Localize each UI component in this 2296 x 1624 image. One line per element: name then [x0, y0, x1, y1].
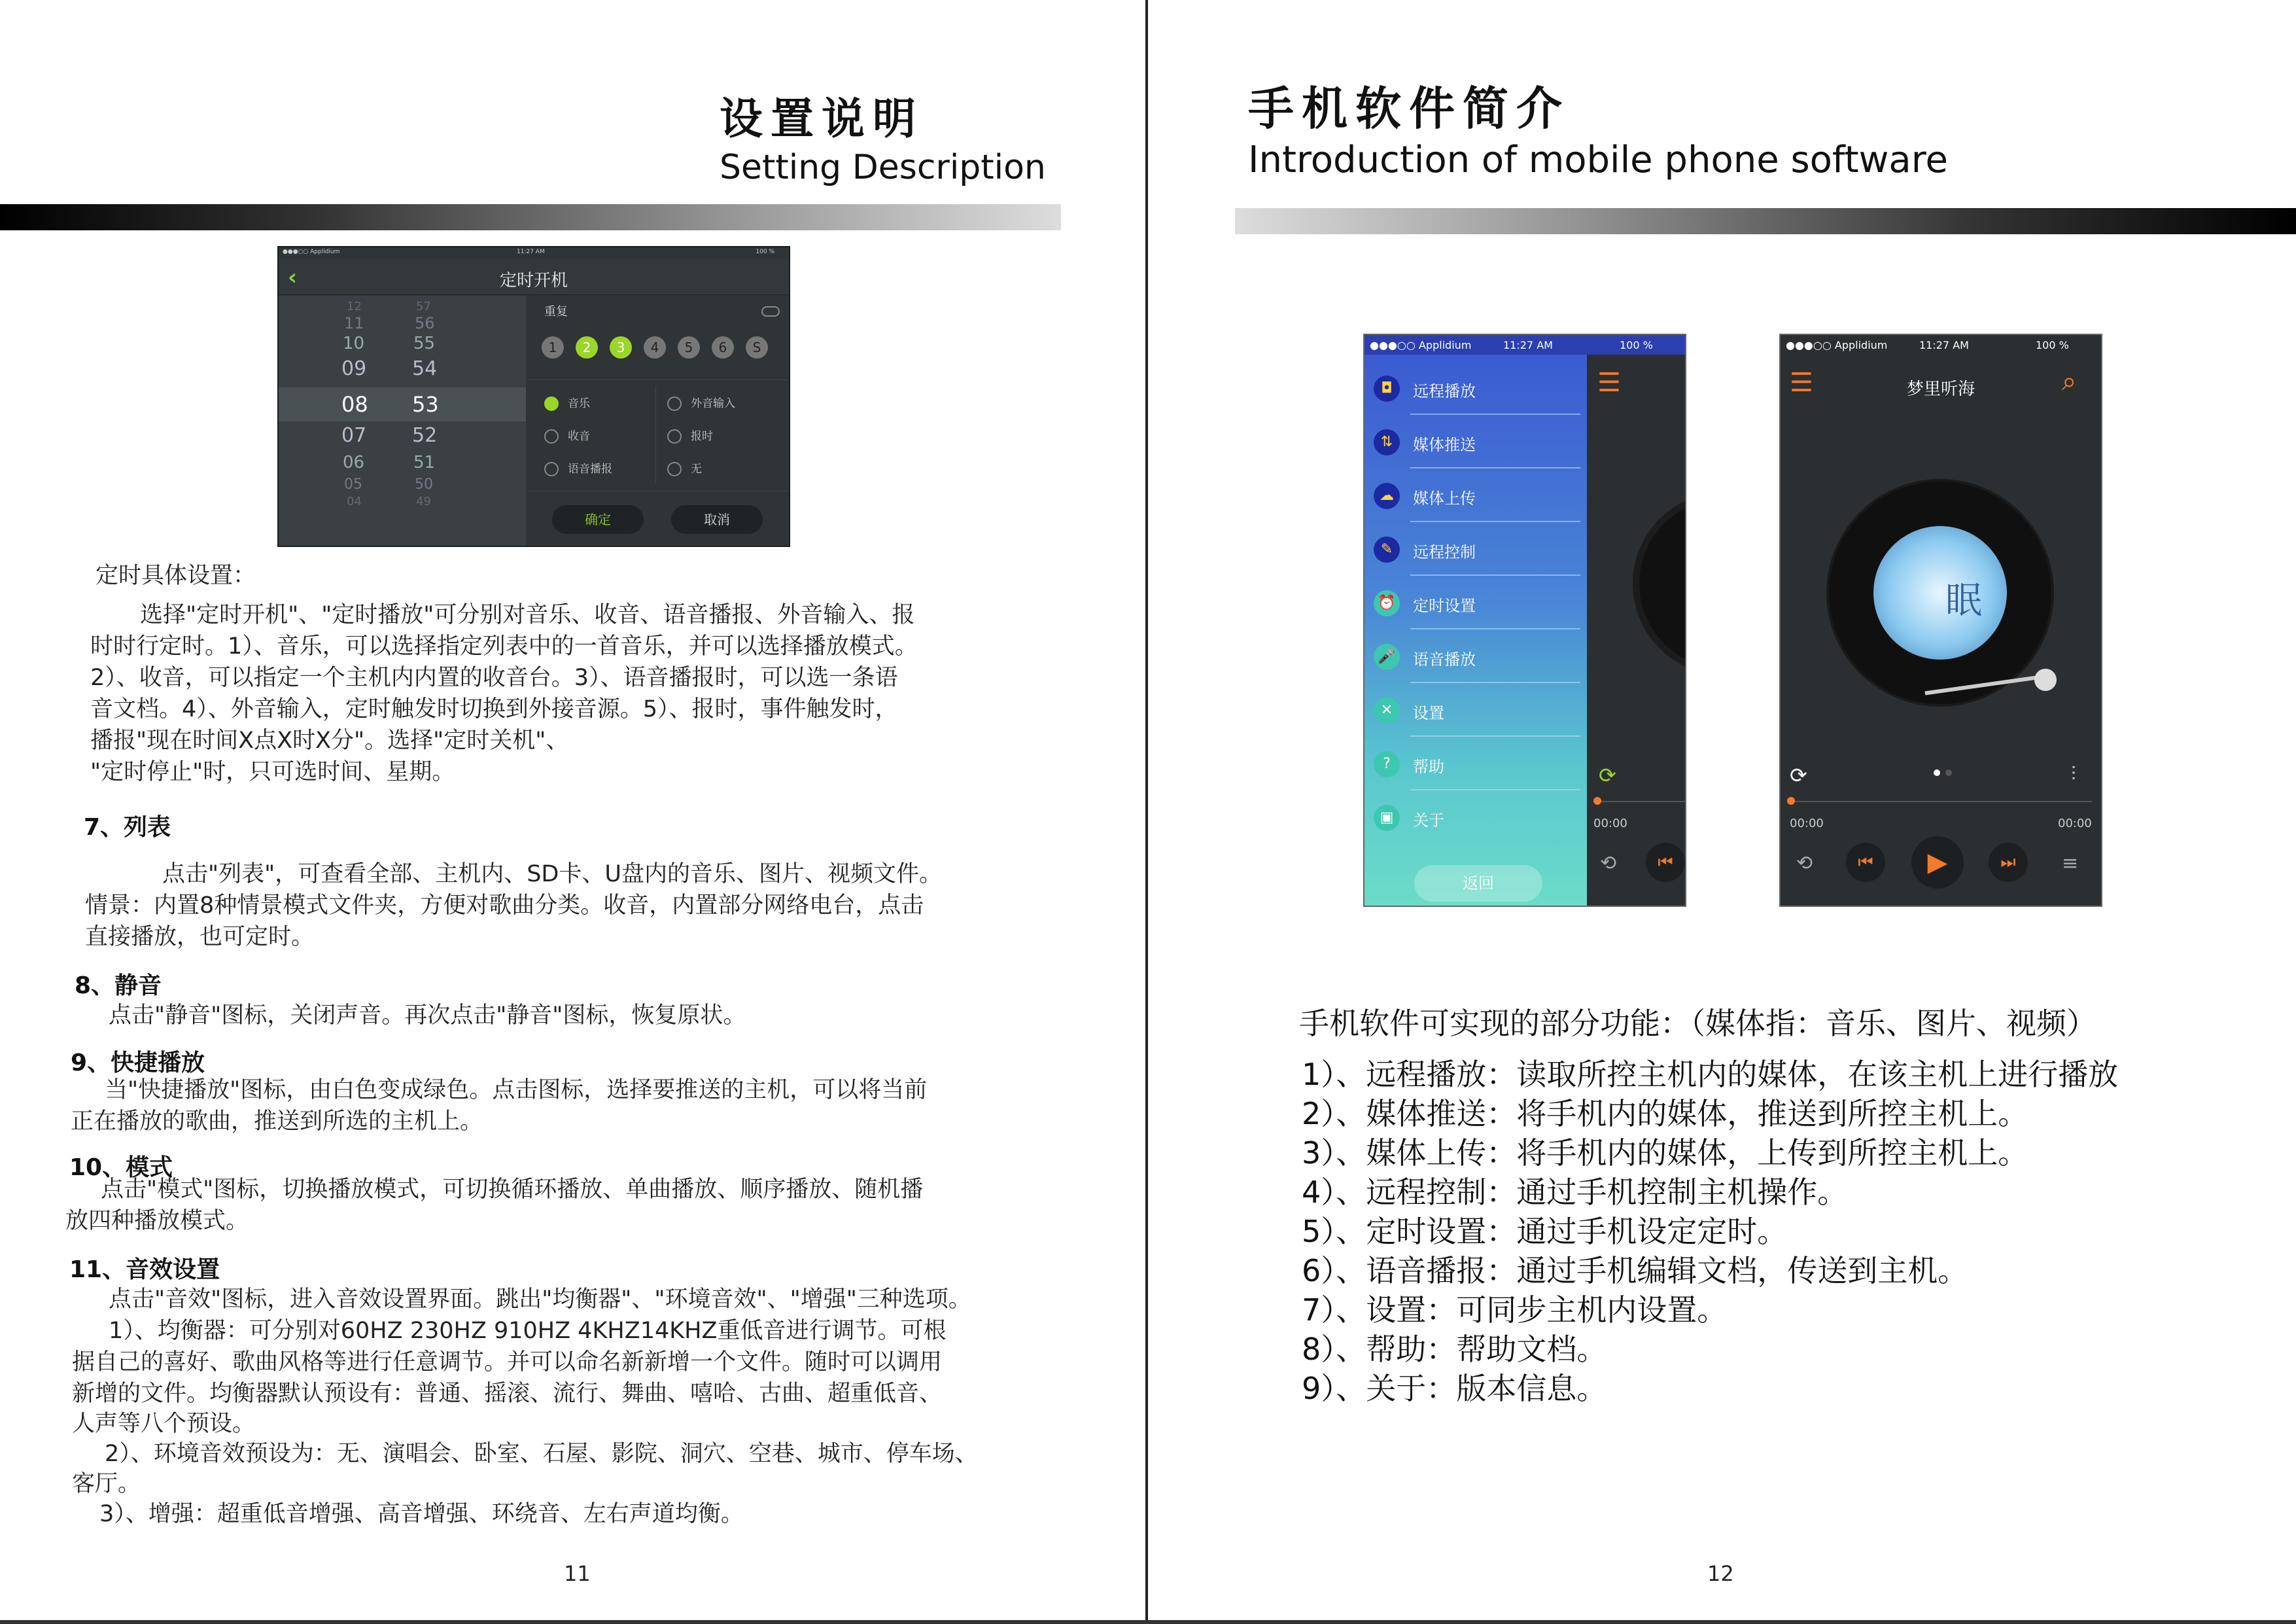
option-voice-broadcast[interactable]: [544, 459, 612, 476]
day-button[interactable]: 6: [712, 336, 734, 359]
menu-item-settings[interactable]: [1365, 683, 1580, 737]
side-menu: [1365, 355, 1587, 906]
song-title: 梦里听海: [1906, 380, 1975, 399]
intro-line: 时时行定时。1）、音乐，可以选择指定列表中的一首音乐，并可以选择播放模式。: [90, 633, 918, 660]
section-line: 据自己的喜好、歌曲风格等进行任意调节。并可以命名新新增一个文件。随时可以调用: [72, 1349, 943, 1375]
progress-track[interactable]: [1593, 801, 1685, 802]
tonearm-pivot: [2034, 669, 2057, 691]
album-art: [1873, 526, 2007, 660]
feature-item: 8）、帮助：帮助文档。: [1302, 1332, 1607, 1367]
section-line: 点击"列表"，可查看全部、主机内、SD卡、U盘内的音乐、图片、视频文件。: [162, 861, 942, 887]
option-none[interactable]: [667, 459, 702, 476]
status-carrier: ●●●○○ Applidium: [1786, 339, 1888, 351]
menu-item-label: 远程控制: [1413, 543, 1476, 561]
confirm-button[interactable]: 确定: [552, 505, 644, 534]
menu-item-label: 远程播放: [1413, 382, 1476, 400]
timer-options-panel: [527, 296, 789, 546]
play-icon[interactable]: ▶: [1911, 836, 1964, 889]
status-bar: [1365, 335, 1685, 355]
menu-item-about[interactable]: [1365, 790, 1580, 844]
time-total: 00:00: [2058, 817, 2092, 830]
intro-line: 音文档。4）、外音输入，定时触发时切换到外接音源。5）、报时，事件触发时，: [90, 696, 898, 722]
right-page-subtitle: Introduction of mobile phone software: [1248, 139, 1948, 181]
menu-item-label: 媒体推送: [1413, 436, 1476, 454]
shuffle-icon[interactable]: ⟳: [1790, 763, 1807, 788]
option-label: 无: [691, 463, 702, 476]
left-page-subtitle: Setting Description: [720, 148, 1046, 187]
repeat-label: 重复: [544, 305, 568, 319]
menu-item-voice[interactable]: [1365, 629, 1580, 683]
feature-item: 1）、远程播放：读取所控主机内的媒体，在该主机上进行播放: [1302, 1057, 2119, 1092]
features-intro: 手机软件可实现的部分功能：（媒体指：音乐、图片、视频）: [1299, 1006, 2096, 1041]
section-line: 正在播放的歌曲，推送到所选的主机上。: [71, 1108, 483, 1135]
intro-line: 选择"定时开机"、"定时播放"可分别对音乐、收音、语音播报、外音输入、报: [140, 602, 915, 628]
return-button[interactable]: 返回: [1414, 865, 1542, 902]
playlist-icon[interactable]: ≡: [2062, 852, 2079, 875]
menu-item-media-upload[interactable]: [1365, 468, 1580, 522]
feature-item: 9）、关于：版本信息。: [1302, 1371, 1607, 1406]
section-line: 点击"静音"图标，关闭声音。再次点击"静音"图标，恢复原状。: [109, 1002, 746, 1029]
settings-icon: ✕: [1374, 697, 1400, 724]
section-line: 3）、增强：超重低音增强、高音增强、环绕音、左右声道均衡。: [99, 1501, 744, 1527]
intro-line: "定时停止"时，只可选时间、星期。: [90, 759, 455, 785]
day-button[interactable]: 1: [542, 336, 564, 359]
section-line: 2）、环境音效预设为：无、演唱会、卧室、石屋、影院、洞穴、空巷、城市、停车场、: [105, 1441, 978, 1467]
day-button[interactable]: 4: [644, 336, 666, 359]
about-icon: ▣: [1374, 805, 1400, 831]
left-page-title: 设置说明: [720, 94, 924, 144]
progress-thumb[interactable]: [1593, 797, 1601, 805]
radio-icon: [544, 462, 559, 476]
repeat-icon[interactable]: ⟲: [1600, 852, 1617, 875]
picker-selected-row: 08 53: [279, 387, 526, 421]
loop-icon[interactable]: [761, 306, 780, 317]
option-label: 音乐: [568, 397, 590, 410]
status-time: 11:27 AM: [517, 249, 545, 255]
previous-icon[interactable]: ⏮: [1646, 843, 1685, 882]
section-line: 点击"音效"图标，进入音效设置界面。跳出"均衡器"、"环境音效"、"增强"三种选项。: [109, 1286, 971, 1313]
page-number-right: 12: [1707, 1561, 1734, 1586]
equalizer-icon[interactable]: ⫶: [2071, 763, 2076, 786]
feature-item: 3）、媒体上传：将手机内的媒体，上传到所控主机上。: [1302, 1135, 2028, 1171]
option-label: 外音输入: [691, 397, 735, 410]
option-radio[interactable]: [544, 427, 590, 444]
repeat-icon[interactable]: ⟲: [1796, 852, 1813, 875]
option-label: 收音: [568, 430, 590, 443]
time-picker[interactable]: 12 57 11 56 10 55 09 54 08 53 07 52 06 51 05 50 04 49: [279, 296, 526, 546]
time-current: 00:00: [1593, 817, 1627, 830]
phone-player-screenshot: [1779, 334, 2102, 907]
section-line: 点击"模式"图标，切换播放模式，可切换循环播放、单曲播放、顺序播放、随机播: [101, 1176, 924, 1203]
next-icon[interactable]: ⏭: [1989, 843, 2028, 882]
list-icon[interactable]: ☰: [1597, 368, 1621, 398]
intro-line: 2）、收音，可以指定一个主机内内置的收音台。3）、语音播报时，可以选一条语: [90, 665, 898, 691]
progress-thumb[interactable]: [1787, 797, 1795, 805]
page-number-left: 11: [564, 1561, 591, 1586]
menu-item-remote-play[interactable]: [1365, 361, 1580, 415]
vinyl-record-partial: [1633, 492, 1686, 675]
section-heading: 10、模式: [69, 1154, 173, 1181]
menu-item-label: 定时设置: [1413, 597, 1476, 615]
day-button[interactable]: S: [746, 336, 768, 359]
menu-item-label: 设置: [1413, 704, 1444, 722]
back-icon[interactable]: ‹: [288, 264, 298, 291]
right-page-title: 手机软件简介: [1248, 82, 1570, 135]
page-indicator-dot-active: [1934, 769, 1940, 776]
radio-icon: [667, 397, 682, 411]
remote-control-icon: ✎: [1374, 537, 1400, 563]
feature-item: 4）、远程控制：通过手机控制主机操作。: [1302, 1174, 1848, 1210]
radio-icon: [667, 462, 682, 476]
previous-icon[interactable]: ⏮: [1846, 843, 1885, 882]
day-button[interactable]: 2: [576, 336, 598, 359]
section-line: 放四种播放模式。: [65, 1208, 249, 1234]
option-label: 报时: [691, 430, 713, 443]
intro-heading: 定时具体设置：: [96, 563, 256, 589]
section-line: 1）、均衡器：可分别对60HZ 230HZ 910HZ 4KHZ14KHZ重低音进行调节。可根: [109, 1318, 947, 1344]
page-bottom-border: [0, 1620, 2296, 1624]
radio-checked-icon: [544, 397, 559, 411]
cancel-button[interactable]: 取消: [671, 505, 763, 534]
feature-item: 2）、媒体推送：将手机内的媒体，推送到所控主机上。: [1302, 1096, 2028, 1131]
media-push-icon: ⇅: [1374, 429, 1400, 455]
radio-icon: [544, 429, 559, 444]
radio-icon: [667, 429, 682, 444]
timer-title: 定时开机: [499, 271, 568, 291]
menu-item-remote-control[interactable]: [1365, 522, 1580, 576]
option-music[interactable]: [544, 394, 590, 411]
list-icon[interactable]: ☰: [1790, 368, 1813, 398]
menu-item-label: 帮助: [1413, 758, 1444, 776]
options-divider: [655, 386, 656, 484]
shuffle-icon[interactable]: ⟳: [1599, 763, 1616, 788]
left-header-bar: [0, 204, 1061, 230]
feature-item: 5）、定时设置：通过手机设定定时。: [1302, 1214, 1788, 1249]
page-indicator-dot: [1945, 769, 1952, 776]
day-button[interactable]: 3: [610, 336, 632, 359]
day-button[interactable]: 5: [678, 336, 700, 359]
section-line: 当"快捷播放"图标，由白色变成绿色。点击图标，选择要推送的主机，可以将当前: [105, 1077, 928, 1103]
status-battery: 100 %: [1620, 339, 1653, 351]
status-time: 11:27 AM: [1919, 339, 1969, 351]
voice-icon: 🎤: [1374, 644, 1400, 670]
status-battery: 100 %: [2036, 339, 2069, 351]
feature-item: 6）、语音播报：通过手机编辑文档，传送到主机。: [1302, 1253, 1968, 1288]
section-line: 情景：内置8种情景模式文件夹，方便对歌曲分类。收音，内置部分网络电台，点击: [85, 892, 924, 919]
menu-item-label: 媒体上传: [1413, 489, 1476, 508]
section-line: 客厅。: [72, 1471, 141, 1497]
vinyl-record: [1826, 479, 2054, 707]
timer-header: [279, 259, 789, 295]
right-header-bar: [1235, 208, 2296, 234]
timer-icon: ⏰: [1374, 590, 1400, 616]
option-external-input[interactable]: [667, 394, 735, 411]
status-bar: [1781, 335, 2101, 355]
status-battery: 100 %: [756, 249, 774, 255]
section-line: 直接播放，也可定时。: [85, 924, 315, 950]
album-art-text: 眠: [1945, 580, 1982, 622]
menu-item-label: 关于: [1413, 811, 1444, 830]
phone-menu-screenshot: [1363, 334, 1686, 907]
status-carrier: ●●●○○ Applidium: [283, 249, 340, 255]
timer-screenshot: [277, 246, 790, 547]
menu-item-help[interactable]: [1365, 737, 1580, 790]
menu-item-media-push[interactable]: [1365, 415, 1580, 468]
section-heading: 11、音效设置: [69, 1256, 220, 1283]
feature-item: 7）、设置：可同步主机内设置。: [1302, 1292, 1728, 1328]
page-divider: [1145, 0, 1148, 1624]
progress-track[interactable]: [1790, 801, 2092, 802]
section-line: 人声等八个预设。: [72, 1411, 256, 1437]
remote-play-icon: ◘: [1374, 376, 1400, 402]
search-icon[interactable]: ⌕: [2062, 366, 2077, 397]
help-icon: ?: [1374, 751, 1400, 777]
option-label: 语音播报: [568, 463, 612, 476]
status-time: 11:27 AM: [1503, 339, 1553, 351]
section-heading: 7、列表: [84, 814, 171, 841]
menu-item-timer[interactable]: [1365, 576, 1580, 629]
intro-line: 播报"现在时间X点X时X分"。选择"定时关机"、: [90, 728, 569, 754]
option-time-announce[interactable]: [667, 427, 713, 444]
time-current: 00:00: [1790, 817, 1824, 830]
media-upload-icon: ☁: [1374, 483, 1400, 509]
section-line: 新增的文件。均衡器默认预设有：普通、摇滚、流行、舞曲、嘻哈、古曲、超重低音、: [72, 1381, 943, 1407]
section-heading: 8、静音: [75, 972, 162, 999]
status-bar: [279, 247, 789, 258]
status-carrier: ●●●○○ Applidium: [1370, 339, 1472, 351]
section-heading: 9、快捷播放: [71, 1050, 205, 1076]
menu-item-label: 语音播放: [1413, 650, 1476, 669]
